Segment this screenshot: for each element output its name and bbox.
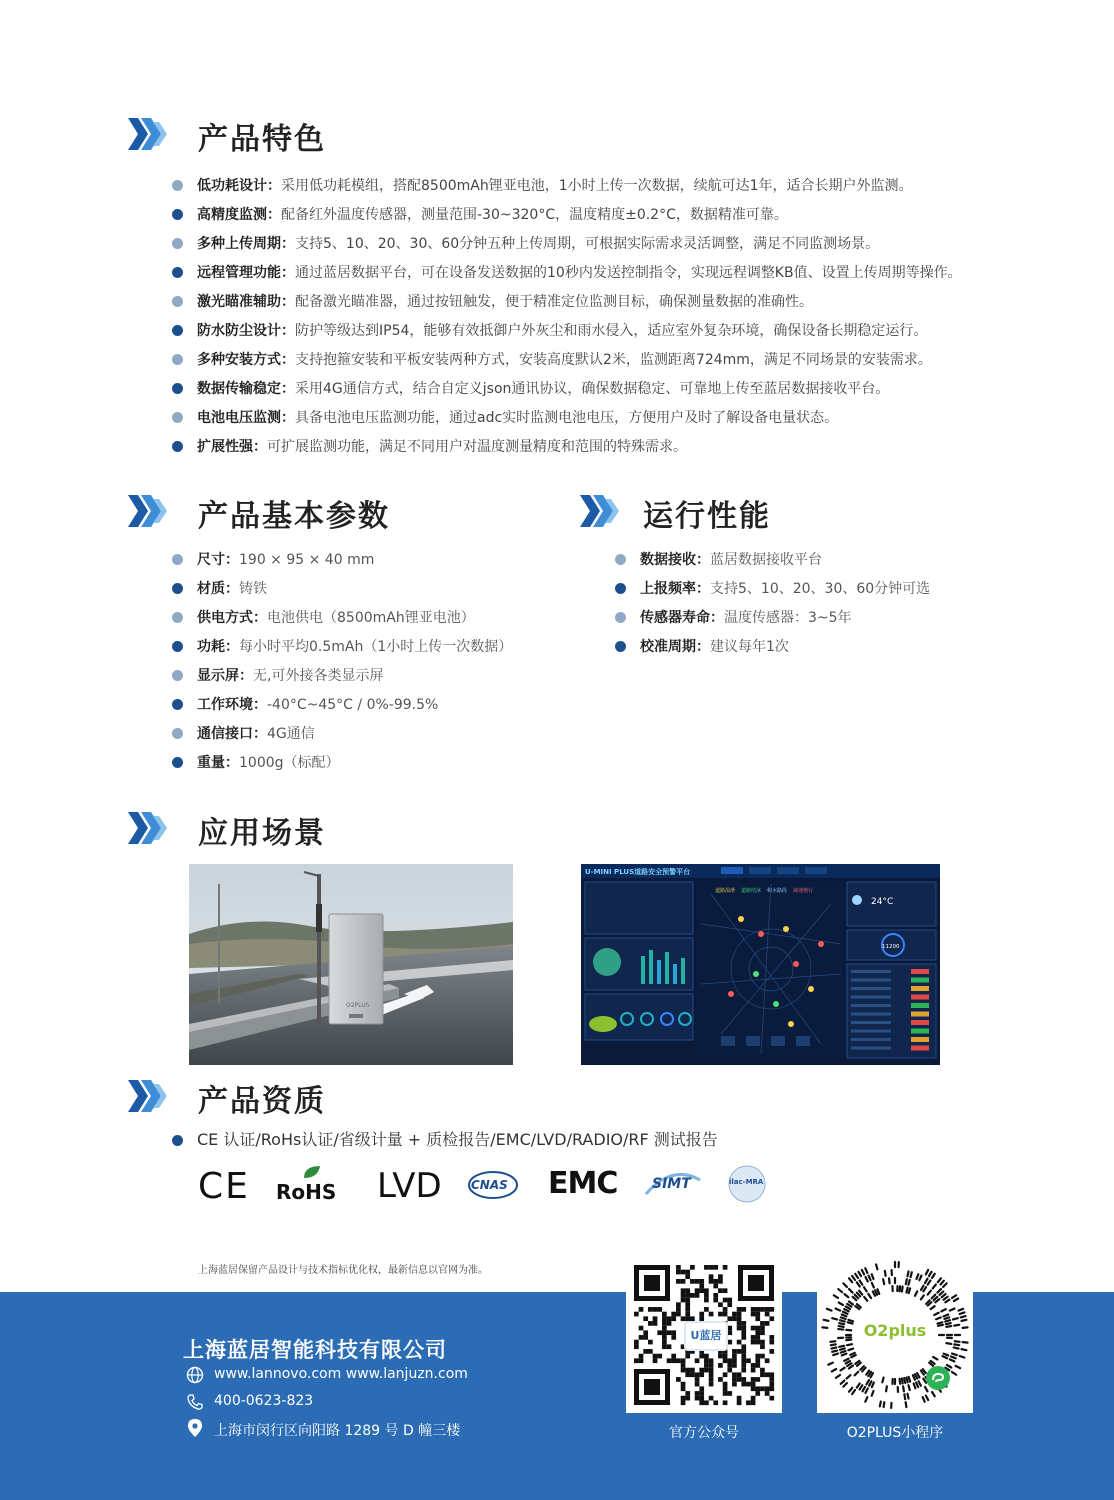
feature-item: [172, 291, 813, 311]
bullet-icon: [172, 325, 183, 336]
performance-label: 校准周期：: [640, 639, 710, 655]
cnas-logo: CNAS: [467, 1170, 519, 1200]
brand-logo: U蓝居: [684, 1321, 728, 1351]
bullet-icon: [172, 180, 183, 191]
feature-text: 配备激光瞄准器，通过按钮触发，便于精准定位监测目标，确保测量数据的准确性。: [295, 294, 813, 310]
chevron-icon: [128, 812, 170, 844]
feature-text: 配备红外温度传感器，测量范围-30~320°C，温度精度±0.2°C，数据精准可靠。: [281, 207, 788, 223]
website-link[interactable]: www.lannovo.com www.lanjuzn.com: [214, 1366, 468, 1382]
qr2-caption: O2PLUS小程序: [846, 1425, 944, 1441]
o2plus-logo: O2plus: [863, 1321, 927, 1340]
feature-item: [172, 349, 932, 369]
feature-item: [172, 320, 927, 340]
scenes-title: 应用场景: [198, 816, 326, 851]
feature-label: 远程管理功能：: [197, 265, 295, 281]
param-item: [172, 723, 315, 743]
feature-item: [172, 262, 962, 282]
wechat-qr-code: [626, 1257, 782, 1413]
company-name: 上海蓝居智能科技有限公司: [183, 1338, 447, 1362]
bullet-icon: [172, 412, 183, 423]
feature-label: 激光瞄准辅助：: [197, 294, 295, 310]
feature-label: 电池电压监测：: [197, 410, 295, 426]
param-value: 无,可外接各类显示屏: [253, 668, 384, 684]
bullet-icon: [172, 554, 183, 565]
param-item: [172, 607, 475, 627]
features-title: 产品特色: [198, 122, 326, 157]
dashboard-title: U-MINI PLUS道路安全预警平台: [585, 868, 691, 876]
param-item: [172, 636, 512, 656]
performance-item: [615, 636, 789, 656]
feature-text: 防护等级达到IP54，能够有效抵御户外灰尘和雨水侵入，适应室外复杂环境，确保设备长期稳定运行。: [295, 323, 928, 339]
performance-label: 数据接收：: [640, 552, 710, 568]
feature-text: 可扩展监测功能，满足不同用户对温度测量精度和范围的特殊需求。: [267, 439, 687, 455]
performance-title: 运行性能: [643, 499, 771, 534]
param-item: [172, 694, 438, 714]
feature-text: 通过蓝居数据平台，可在设备发送数据的10秒内发送控制指令，实现远程调整KB值、设置上传周期等操作。: [295, 265, 962, 281]
chevron-icon: [128, 118, 170, 150]
bullet-icon: [172, 728, 183, 739]
bullet-icon: [172, 699, 183, 710]
param-value: 4G通信: [267, 726, 315, 742]
bullet-icon: [172, 354, 183, 365]
bullet-icon: [615, 641, 626, 652]
feature-text: 具备电池电压监测功能，通过adc实时监测电池电压，方便用户及时了解设备电量状态。: [295, 410, 839, 426]
qualification-item: [172, 1127, 718, 1150]
param-label: 供电方式：: [197, 610, 267, 626]
emc-logo: EMC: [548, 1166, 618, 1201]
dashboard-screenshot: [581, 864, 940, 1065]
bullet-icon: [615, 554, 626, 565]
param-label: 显示屏：: [197, 668, 253, 684]
performance-value: 蓝居数据接收平台: [710, 552, 822, 568]
legend-label: 道路结冰: [741, 888, 762, 894]
feature-label: 多种安装方式：: [197, 352, 295, 368]
lvd-logo: LVD: [377, 1166, 442, 1206]
feature-item: [172, 204, 788, 224]
performance-value: 支持5、10、20、30、60分钟可选: [710, 581, 931, 597]
performance-item: [615, 549, 822, 569]
param-label: 功耗：: [197, 639, 239, 655]
feature-item: [172, 436, 687, 456]
performance-item: [615, 578, 930, 598]
mini-program-code: [817, 1257, 973, 1413]
param-item: [172, 665, 383, 685]
bullet-icon: [172, 441, 183, 452]
bullet-icon: [172, 238, 183, 249]
param-value: 1000g（标配）: [239, 755, 340, 771]
legend-label: 积水路段: [767, 888, 788, 894]
param-value: 铸铁: [239, 581, 267, 597]
qr1-caption: 官方公众号: [669, 1425, 739, 1441]
bullet-icon: [172, 583, 183, 594]
feature-item: [172, 378, 889, 398]
performance-label: 上报频率：: [640, 581, 710, 597]
feature-item: [172, 175, 913, 195]
feature-text: 采用低功耗模组，搭配8500mAh锂亚电池，1小时上传一次数据，续航可达1年，适合长期户外监测。: [281, 178, 913, 194]
leaf-icon: [302, 1164, 322, 1180]
feature-label: 低功耗设计：: [197, 178, 281, 194]
param-value: 每小时平均0.5mAh（1小时上传一次数据）: [239, 639, 513, 655]
ce-logo: CE: [198, 1166, 250, 1207]
bullet-icon: [172, 670, 183, 681]
feature-text: 采用4G通信方式，结合自定义json通讯协议，确保数据稳定、可靠地上传至蓝居数据接收平台。: [295, 381, 890, 397]
phone-number[interactable]: 400-0623-823: [214, 1393, 314, 1409]
feature-label: 数据传输稳定：: [197, 381, 295, 397]
param-item: [172, 752, 340, 772]
bullet-icon: [172, 612, 183, 623]
feature-item: [172, 407, 838, 427]
chevron-icon: [128, 495, 170, 527]
disclaimer-text: 上海蓝居保留产品设计与技术指标优化权，最新信息以官网为准。: [198, 1265, 488, 1276]
legend-label: 道路湿滑: [715, 888, 736, 894]
mini-program-icon: [925, 1365, 951, 1391]
dashboard-count: 11200: [882, 944, 900, 950]
chevron-icon: [128, 1080, 170, 1112]
param-value: -40°C~45°C / 0%-99.5%: [267, 697, 439, 713]
bullet-icon: [172, 296, 183, 307]
ilac-mra-logo: ilac-MRA: [727, 1164, 767, 1204]
simt-logo: SIMT: [642, 1170, 704, 1200]
qualification-text: CE 认证/RoHs认证/省级计量 + 质检报告/EMC/LVD/RADIO/RF 测试报告: [197, 1130, 718, 1149]
param-label: 材质：: [197, 581, 239, 597]
bullet-icon: [172, 267, 183, 278]
device-brand-text: O2PLUS: [346, 1002, 370, 1009]
bullet-icon: [172, 383, 183, 394]
address-text: 上海市闵行区向阳路 1289 号 D 幢三楼: [214, 1423, 461, 1439]
bullet-icon: [172, 757, 183, 768]
params-title: 产品基本参数: [198, 499, 390, 534]
road-installation-photo: [189, 864, 513, 1065]
performance-label: 传感器寿命：: [640, 610, 724, 626]
feature-item: [172, 233, 879, 253]
feature-text: 支持5、10、20、30、60分钟五种上传周期，可根据实际需求灵活调整，满足不同监测场景。: [295, 236, 880, 252]
location-pin-icon: [187, 1418, 203, 1438]
performance-value: 温度传感器：3~5年: [724, 610, 852, 626]
feature-label: 扩展性强：: [197, 439, 267, 455]
rohs-logo: RoHS: [276, 1180, 336, 1204]
feature-text: 支持抱箍安装和平板安装两种方式，安装高度默认2米，监测距离724mm，满足不同场景的安装需求。: [295, 352, 932, 368]
dashboard-temperature: 24°C: [871, 897, 894, 907]
bullet-icon: [615, 612, 626, 623]
bullet-icon: [615, 583, 626, 594]
param-label: 工作环境：: [197, 697, 267, 713]
bullet-icon: [172, 209, 183, 220]
chevron-icon: [580, 495, 622, 527]
feature-label: 多种上传周期：: [197, 236, 295, 252]
param-item: [172, 549, 374, 569]
param-value: 190 × 95 × 40 mm: [239, 552, 375, 568]
param-item: [172, 578, 267, 598]
feature-label: 高精度监测：: [197, 207, 281, 223]
qualification-title: 产品资质: [198, 1084, 326, 1119]
param-label: 重量：: [197, 755, 239, 771]
performance-value: 建议每年1次: [710, 639, 789, 655]
param-value: 电池供电（8500mAh锂亚电池）: [267, 610, 475, 626]
globe-icon: [186, 1366, 204, 1384]
param-label: 通信接口：: [197, 726, 267, 742]
legend-label: 减速慢行: [793, 888, 814, 894]
performance-item: [615, 607, 852, 627]
phone-icon: [186, 1393, 204, 1411]
feature-label: 防水防尘设计：: [197, 323, 295, 339]
bullet-icon: [172, 1135, 183, 1146]
bullet-icon: [172, 641, 183, 652]
param-label: 尺寸：: [197, 552, 239, 568]
